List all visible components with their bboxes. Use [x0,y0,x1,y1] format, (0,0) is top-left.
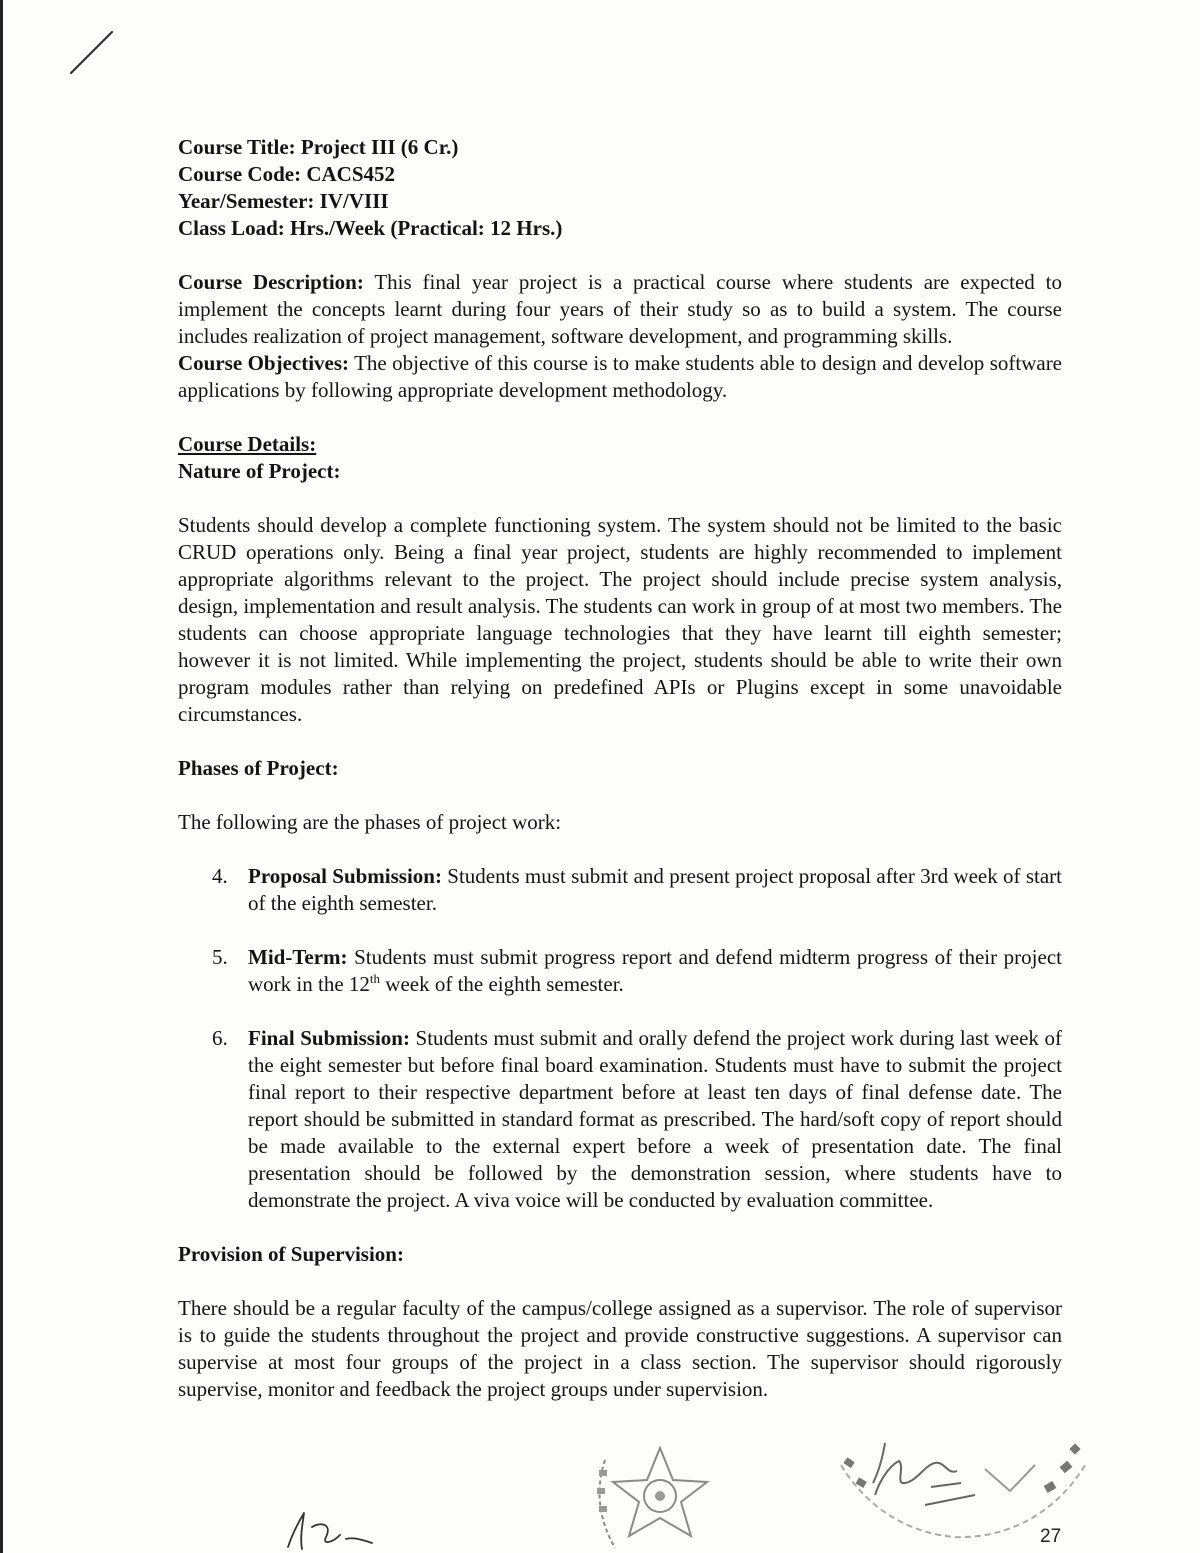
class-load: Class Load: Hrs./Week (Practical: 12 Hrs.) [178,216,563,240]
signature-left [282,1505,392,1553]
pen-stroke-mark [68,28,118,76]
page-number: 27 [1040,1526,1062,1547]
course-description-label: Course Description: [178,270,364,294]
list-item-number: 4. [212,864,228,888]
supervision-heading: Provision of Supervision: [178,1242,404,1266]
course-details-heading: Course Details: [178,432,317,456]
course-objectives-text: The objective of this course is to make students able to design and develop software applications by following appropriate development methodology. [178,351,1063,402]
list-item-label: Final Submission: [248,1026,410,1050]
list-item-text: Students must submit and orally defend the project work during last week of the eight semester but before final board examination. Students must have to submit the project final report to their respective department before at least ten days of final defense date. The report should be submitted in standard format as prescribed. The hard/soft copy of report should be made available to the external expert before a week of presentation date. The final presentation should be followed by the demonstration session, where students have to demonstrate the project. A viva voice will be conducted by evaluation committee. [248,1026,1062,1212]
list-item [178,863,1062,917]
supervision-text: There should be a regular faculty of the campus/college assigned as a supervisor. The role of supervisor is to guide the students throughout the project and provide constructive suggestions. A supervisor can supervise at most four groups of the project in a class section. The supervisor should rigorously supervise, monitor and feedback the project groups under supervision. [178,1296,1062,1401]
course-description [178,269,1062,350]
list-item-superscript: th [369,971,381,986]
list-item-label: Proposal Submission: [248,864,442,888]
list-item [178,944,1062,998]
course-title: Course Title: Project III (6 Cr.) [178,135,459,159]
list-item-number: 5. [212,945,228,969]
list-item-text: Students must submit and present project proposal after 3rd week of start of the eighth semester. [248,864,1063,915]
phases-list [178,863,1062,1214]
scan-edge-shadow [0,0,3,1553]
official-seal-icon [585,1440,735,1553]
course-objectives [178,350,1062,404]
list-item [178,1025,1062,1214]
year-semester: Year/Semester: IV/VIII [178,189,389,213]
phases-heading: Phases of Project: [178,756,339,780]
nature-of-project-text: Students should develop a complete functioning system. The system should not be limited to the basic CRUD operations only. Being a final year project, students are highly recommended to implement appropriate algorithms relevant to the project. The project should include precise system analysis, design, implementation and result analysis. The students can work in group of at most two members. The students can choose appropriate language technologies that they have learnt till eighth semester; however it is not limited. While implementing the project, students should be able to write their own program modules rather than relying on predefined APIs or Plugins except in some unavoidable circumstances. [178,513,1062,726]
document-body [178,134,1062,1403]
phases-intro: The following are the phases of project work: [178,810,562,834]
course-description-text: This final year project is a practical course where students are expected to implement the concepts learnt during four years of their study so as to build a system. The course includes realization of project management, software development, and programming skills. [178,270,1062,348]
list-item-label: Mid-Term: [248,945,348,969]
list-item-text: Students must submit progress report and defend midterm progress of their project work in the 12 [248,945,1062,996]
course-objectives-label: Course Objectives: [178,351,350,375]
nature-of-project-heading: Nature of Project: [178,459,341,483]
list-item-number: 6. [212,1026,228,1050]
course-code: Course Code: CACS452 [178,162,395,186]
list-item-text-after: week of the eighth semester. [380,972,624,996]
